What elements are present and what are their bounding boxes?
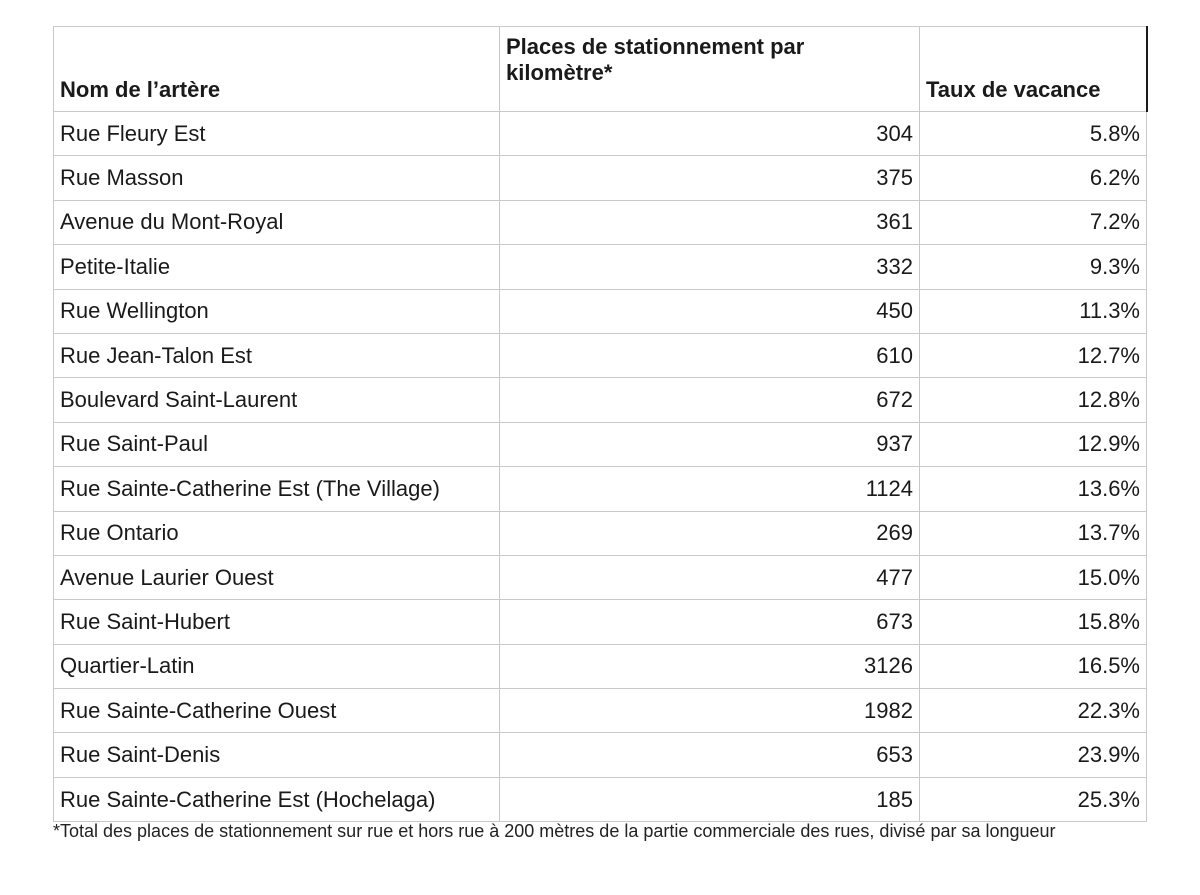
cell-vacancy-rate: 12.9% <box>920 422 1147 466</box>
header-parking-per-km: Places de stationnement par kilomètre* <box>500 27 920 112</box>
cell-vacancy-rate: 11.3% <box>920 289 1147 333</box>
cell-parking-per-km: 375 <box>500 156 920 200</box>
cell-parking-per-km: 610 <box>500 333 920 377</box>
table-row <box>54 733 1147 777</box>
table-header <box>54 27 1147 112</box>
cell-vacancy-rate: 5.8% <box>920 112 1147 156</box>
table-row <box>54 245 1147 289</box>
table-body <box>54 112 1147 822</box>
table-row <box>54 289 1147 333</box>
cell-vacancy-rate: 23.9% <box>920 733 1147 777</box>
table-row <box>54 600 1147 644</box>
cell-street-name: Petite-Italie <box>54 245 500 289</box>
cell-parking-per-km: 269 <box>500 511 920 555</box>
footnote: *Total des places de stationnement sur rue et hors rue à 200 mètres de la partie commerciale des rues, divisé par sa longueur <box>53 821 1056 841</box>
cell-parking-per-km: 304 <box>500 112 920 156</box>
header-row <box>54 27 1147 112</box>
table-row <box>54 156 1147 200</box>
cell-parking-per-km: 937 <box>500 422 920 466</box>
cell-street-name: Boulevard Saint-Laurent <box>54 378 500 422</box>
cell-vacancy-rate: 12.8% <box>920 378 1147 422</box>
cell-street-name: Rue Sainte-Catherine Ouest <box>54 689 500 733</box>
table-row <box>54 467 1147 511</box>
cell-street-name: Quartier-Latin <box>54 644 500 688</box>
cell-street-name: Rue Saint-Hubert <box>54 600 500 644</box>
cell-street-name: Rue Sainte-Catherine Est (Hochelaga) <box>54 777 500 821</box>
table-row <box>54 378 1147 422</box>
cell-parking-per-km: 1124 <box>500 467 920 511</box>
header-street-name: Nom de l’artère <box>54 27 500 112</box>
cell-street-name: Rue Wellington <box>54 289 500 333</box>
cell-parking-per-km: 3126 <box>500 644 920 688</box>
cell-street-name: Rue Fleury Est <box>54 112 500 156</box>
cell-parking-per-km: 1982 <box>500 689 920 733</box>
cell-street-name: Rue Saint-Paul <box>54 422 500 466</box>
cell-parking-per-km: 673 <box>500 600 920 644</box>
cell-parking-per-km: 185 <box>500 777 920 821</box>
cell-parking-per-km: 450 <box>500 289 920 333</box>
header-vacancy-rate: Taux de vacance <box>920 27 1147 112</box>
cell-street-name: Rue Saint-Denis <box>54 733 500 777</box>
table-row <box>54 422 1147 466</box>
cell-street-name: Avenue Laurier Ouest <box>54 555 500 599</box>
cell-vacancy-rate: 7.2% <box>920 200 1147 244</box>
cell-vacancy-rate: 13.7% <box>920 511 1147 555</box>
cell-parking-per-km: 672 <box>500 378 920 422</box>
table-row <box>54 511 1147 555</box>
table-row <box>54 644 1147 688</box>
data-table-container <box>53 26 1146 822</box>
cell-vacancy-rate: 16.5% <box>920 644 1147 688</box>
cell-vacancy-rate: 15.0% <box>920 555 1147 599</box>
table-row <box>54 333 1147 377</box>
cell-vacancy-rate: 25.3% <box>920 777 1147 821</box>
cell-street-name: Rue Masson <box>54 156 500 200</box>
table-row <box>54 555 1147 599</box>
cell-street-name: Rue Sainte-Catherine Est (The Village) <box>54 467 500 511</box>
table-row <box>54 112 1147 156</box>
table-row <box>54 777 1147 821</box>
cell-parking-per-km: 361 <box>500 200 920 244</box>
cell-parking-per-km: 477 <box>500 555 920 599</box>
cell-street-name: Avenue du Mont-Royal <box>54 200 500 244</box>
table-row <box>54 200 1147 244</box>
table-row <box>54 689 1147 733</box>
parking-vacancy-table <box>53 26 1148 822</box>
cell-vacancy-rate: 9.3% <box>920 245 1147 289</box>
cell-parking-per-km: 332 <box>500 245 920 289</box>
cell-street-name: Rue Ontario <box>54 511 500 555</box>
cell-vacancy-rate: 6.2% <box>920 156 1147 200</box>
cell-parking-per-km: 653 <box>500 733 920 777</box>
cell-vacancy-rate: 12.7% <box>920 333 1147 377</box>
cell-vacancy-rate: 15.8% <box>920 600 1147 644</box>
cell-vacancy-rate: 22.3% <box>920 689 1147 733</box>
cell-street-name: Rue Jean-Talon Est <box>54 333 500 377</box>
cell-vacancy-rate: 13.6% <box>920 467 1147 511</box>
